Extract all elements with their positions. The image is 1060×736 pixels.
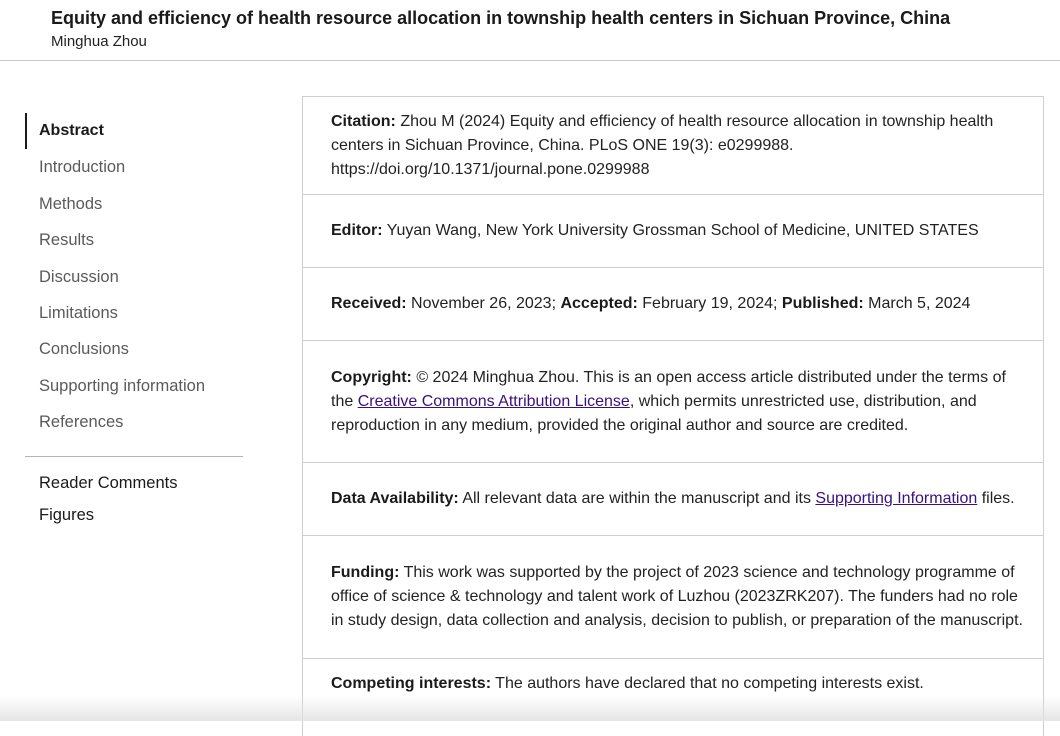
accepted-date: February 19, 2024; [637, 295, 782, 312]
editor-row [303, 195, 1043, 268]
article-header [0, 0, 1060, 61]
table-of-contents [25, 113, 243, 531]
received-date: November 26, 2023; [406, 295, 561, 312]
citation-label: Citation: [331, 112, 396, 130]
data-availability-text-before: All relevant data are within the manuscript and its [458, 490, 816, 507]
accepted-label: Accepted: [560, 295, 638, 312]
article-author[interactable]: Minghua Zhou [51, 33, 147, 50]
toc-item-limitations[interactable]: Limitations [39, 303, 118, 322]
creative-commons-license-link[interactable]: Creative Commons Attribution License [357, 392, 630, 410]
toc-divider [25, 456, 243, 457]
copyright-row [303, 341, 1043, 463]
article-info-box [302, 96, 1044, 736]
supporting-information-link[interactable]: Supporting Information [815, 490, 978, 507]
published-date: March 5, 2024 [863, 295, 971, 312]
funding-row [303, 536, 1043, 659]
editor-text: Yuyan Wang, New York University Grossman School of Medicine, UNITED STATES [382, 222, 979, 239]
toc-item-methods[interactable]: Methods [39, 194, 103, 213]
competing-interests-row [303, 659, 1043, 709]
citation-text: Zhou M (2024) Equity and efficiency of health resource allocation in township health centers in Sichuan Province, China. PLoS ONE 19(3): e0299988. https://doi.org/10.1371/journal.pone.0299988 [331, 112, 994, 178]
toc-item-abstract[interactable]: Abstract [25, 113, 243, 149]
funding-text: This work was supported by the project of 2023 science and technology programme of office of science & technology and talent work of Luzhou (2023ZRK207). The funders had no role in study design, data collection and analysis, decision to publish, or preparation of the manuscript. [331, 564, 1023, 629]
copyright-text-before: © 2024 Minghua Zhou. This is an open access article distributed under the terms of the [331, 368, 1006, 410]
article-title: Equity and efficiency of health resource allocation in township health centers in Sichuan Province, China [51, 8, 951, 28]
figures-link[interactable]: Figures [39, 505, 95, 524]
citation-row [303, 97, 1043, 195]
toc-item-references[interactable]: References [39, 413, 124, 432]
funding-label: Funding: [331, 564, 400, 581]
data-availability-text-after: files. [977, 490, 1015, 507]
toc-item-introduction[interactable]: Introduction [39, 158, 126, 177]
competing-interests-label: Competing interests: [331, 675, 492, 692]
reader-comments-link[interactable]: Reader Comments [39, 473, 178, 492]
received-label: Received: [331, 295, 407, 312]
toc-item-supporting-information[interactable]: Supporting information [39, 376, 206, 395]
copyright-label: Copyright: [331, 368, 412, 386]
data-availability-label: Data Availability: [331, 490, 459, 507]
toc-list [25, 113, 243, 441]
copyright-text-after: , which permits unrestricted use, distribution, and reproduction in any medium, provided the original author and source are credited. [331, 392, 977, 434]
competing-interests-text: The authors have declared that no competing interests exist. [491, 675, 924, 692]
toc-item-discussion[interactable]: Discussion [39, 267, 119, 286]
published-label: Published: [781, 295, 864, 312]
toc-item-results[interactable]: Results [39, 231, 95, 250]
toc-item-conclusions[interactable]: Conclusions [39, 340, 129, 359]
editor-label: Editor: [331, 222, 383, 239]
dates-row [303, 268, 1043, 341]
data-availability-row [303, 463, 1043, 536]
